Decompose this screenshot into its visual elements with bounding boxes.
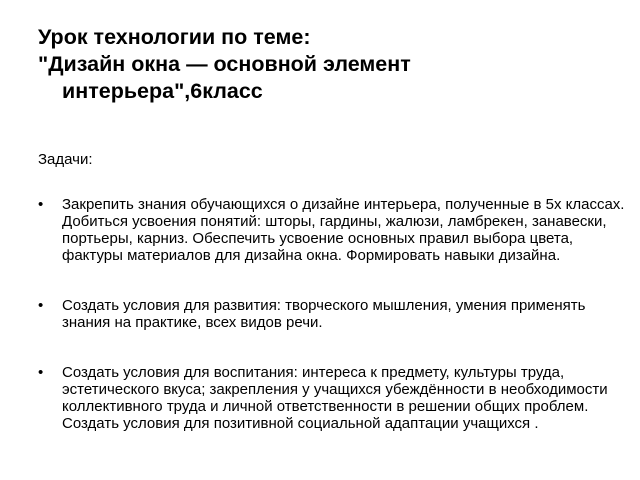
task-text-2: Создать условия для развития: творческого мышления, умения применять знания на практике, всех видов речи. [62, 297, 586, 331]
task-item-3 [38, 364, 634, 432]
bullet-icon: • [38, 196, 44, 213]
tasks-list [38, 196, 634, 432]
slide-title [38, 24, 628, 105]
title-line-1: Урок технологии по теме: [38, 25, 311, 49]
bullet-icon: • [38, 297, 44, 314]
task-item-1 [38, 196, 634, 264]
task-item-2 [38, 297, 634, 331]
task-text-1: Закрепить знания обучающихся о дизайне интерьера, полученные в 5х классах. Добиться усвоения понятий: шторы, гардины, жалюзи, ламбрекен, занавески, портьеры, карниз. Обеспечить усвоение основных правил выбора цвета, фактуры материалов для дизайна окна. Формировать навыки дизайна. [62, 196, 625, 264]
task-text-3: Создать условия для воспитания: интереса к предмету, культуры труда, эстетического вкуса; закрепления у учащихся убеждённости в необходимости коллективного труда и личной ответственности в решении общих проблем. Создать условия для позитивной социальной адаптации учащихся . [62, 364, 608, 432]
title-line-2: "Дизайн окна — основной элемент [38, 52, 411, 76]
bullet-icon: • [38, 364, 44, 381]
title-line-3: интерьера",6класс [62, 79, 263, 103]
tasks-heading: Задачи: [38, 151, 93, 168]
